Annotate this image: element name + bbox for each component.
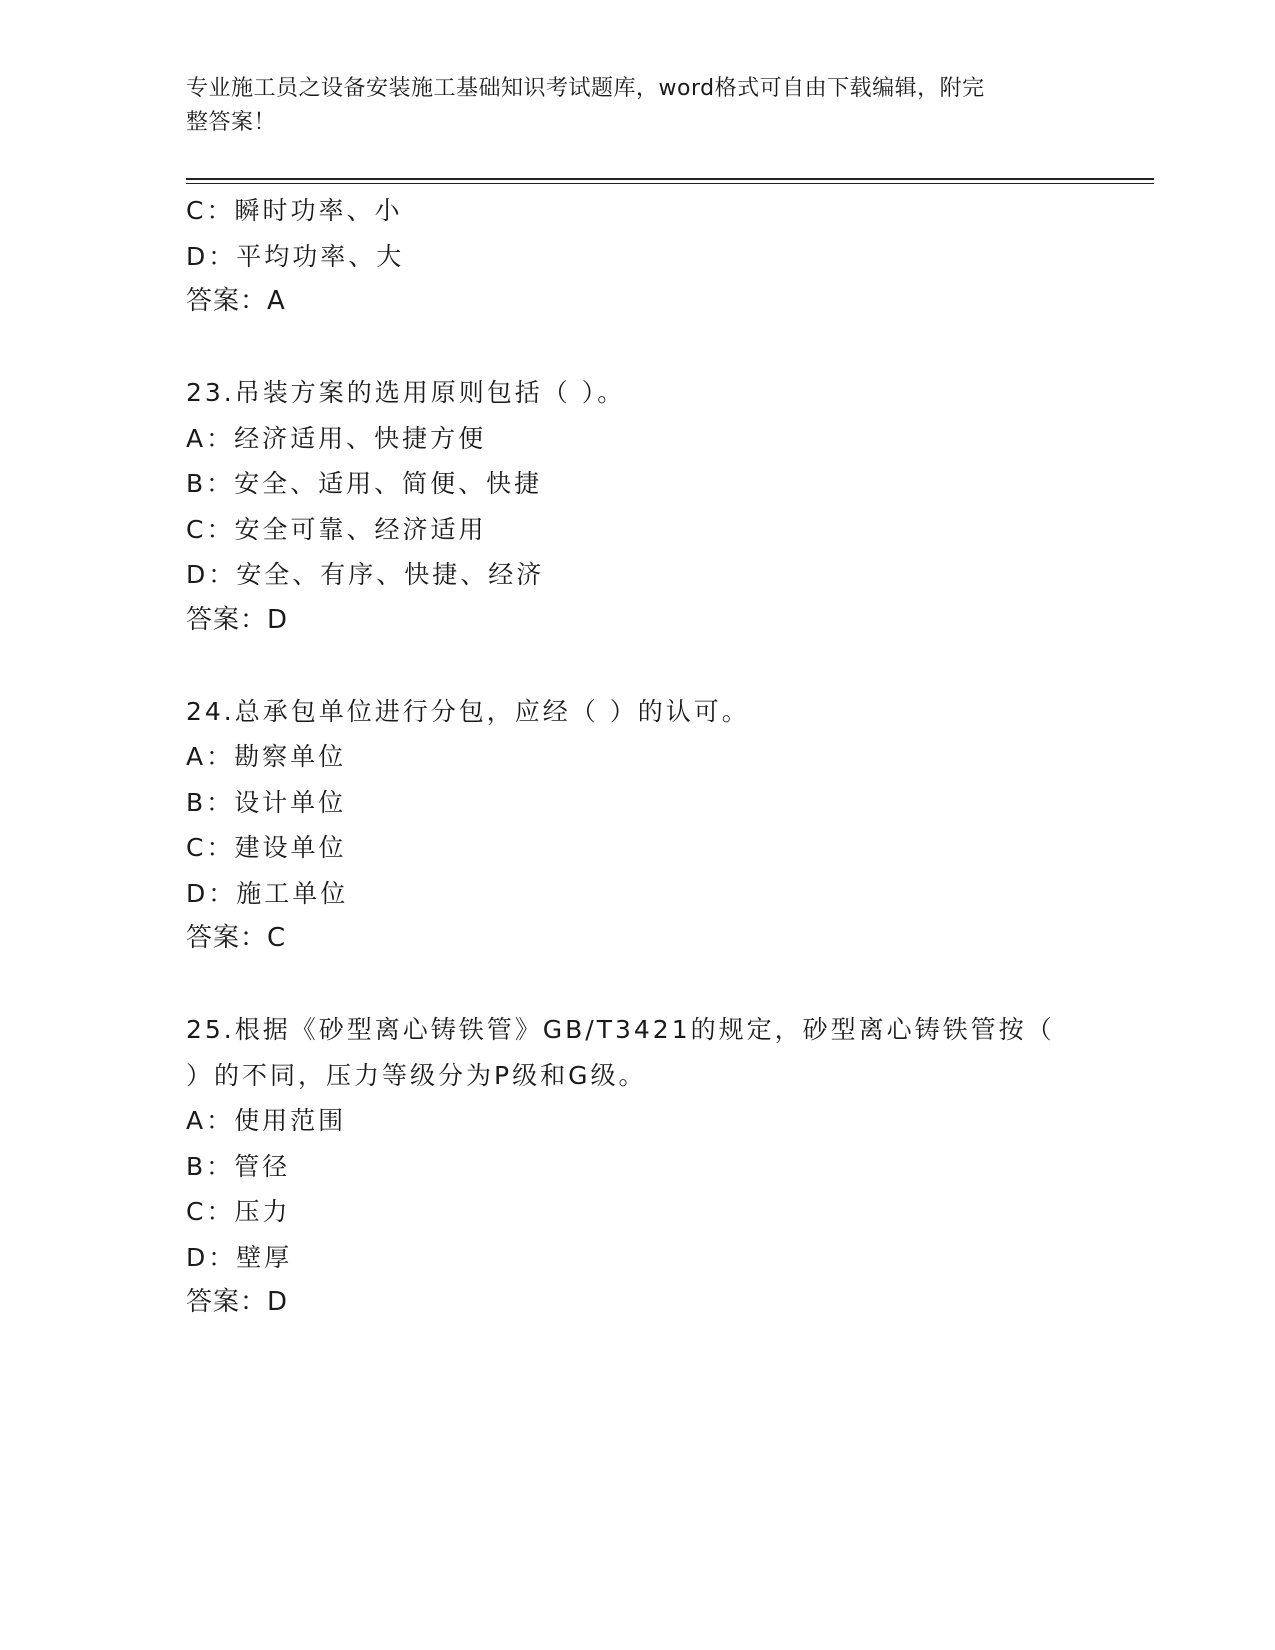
answer: 答案：D (186, 1287, 289, 1317)
header-divider-thin (186, 183, 1154, 184)
header-line-2: 整答案！ (186, 110, 277, 135)
document-header (186, 72, 1066, 140)
option-b: B：设计单位 (186, 787, 347, 817)
answer: 答案：D (186, 604, 289, 635)
option-b: B：安全、适用、简便、快捷 (186, 469, 543, 498)
question-text: 24.总承包单位进行分包，应经（ ）的认可。 (186, 696, 750, 726)
question-25 (186, 1007, 1086, 1326)
option-a: A：勘察单位 (186, 742, 347, 771)
question-text: 23.吊装方案的选用原则包括（ ）。 (186, 378, 626, 407)
header-divider-thick (186, 178, 1154, 180)
question-text-line-1: 25.根据《砂型离心铸铁管》GB/T3421的规定，砂型离心铸铁管按（ (186, 1015, 1055, 1044)
question-24 (186, 689, 1086, 962)
option-d: D：安全、有序、快捷、经济 (186, 560, 545, 589)
option-c: C：安全可靠、经济适用 (186, 514, 487, 544)
option-a: A：经济适用、快捷方便 (186, 423, 487, 453)
option-d: D：壁厚 (186, 1242, 293, 1272)
prev-option-d: D：平均功率、大 (186, 241, 405, 271)
question-text-line-2: ）的不同，压力等级分为P级和G级。 (186, 1060, 647, 1090)
option-c: C：压力 (186, 1197, 291, 1226)
option-c: C：建设单位 (186, 833, 347, 862)
prev-answer: 答案：A (186, 286, 286, 316)
question-23 (186, 370, 1086, 643)
question-list (186, 188, 1086, 1326)
option-d: D：施工单位 (186, 878, 349, 908)
option-b: B：管径 (186, 1151, 291, 1181)
prev-option-c: C：瞬时功率、小 (186, 196, 403, 225)
option-a: A：使用范围 (186, 1106, 347, 1135)
header-line-1: 专业施工员之设备安装施工基础知识考试题库，word格式可自由下载编辑，附完 (186, 76, 985, 101)
answer: 答案：C (186, 923, 287, 953)
